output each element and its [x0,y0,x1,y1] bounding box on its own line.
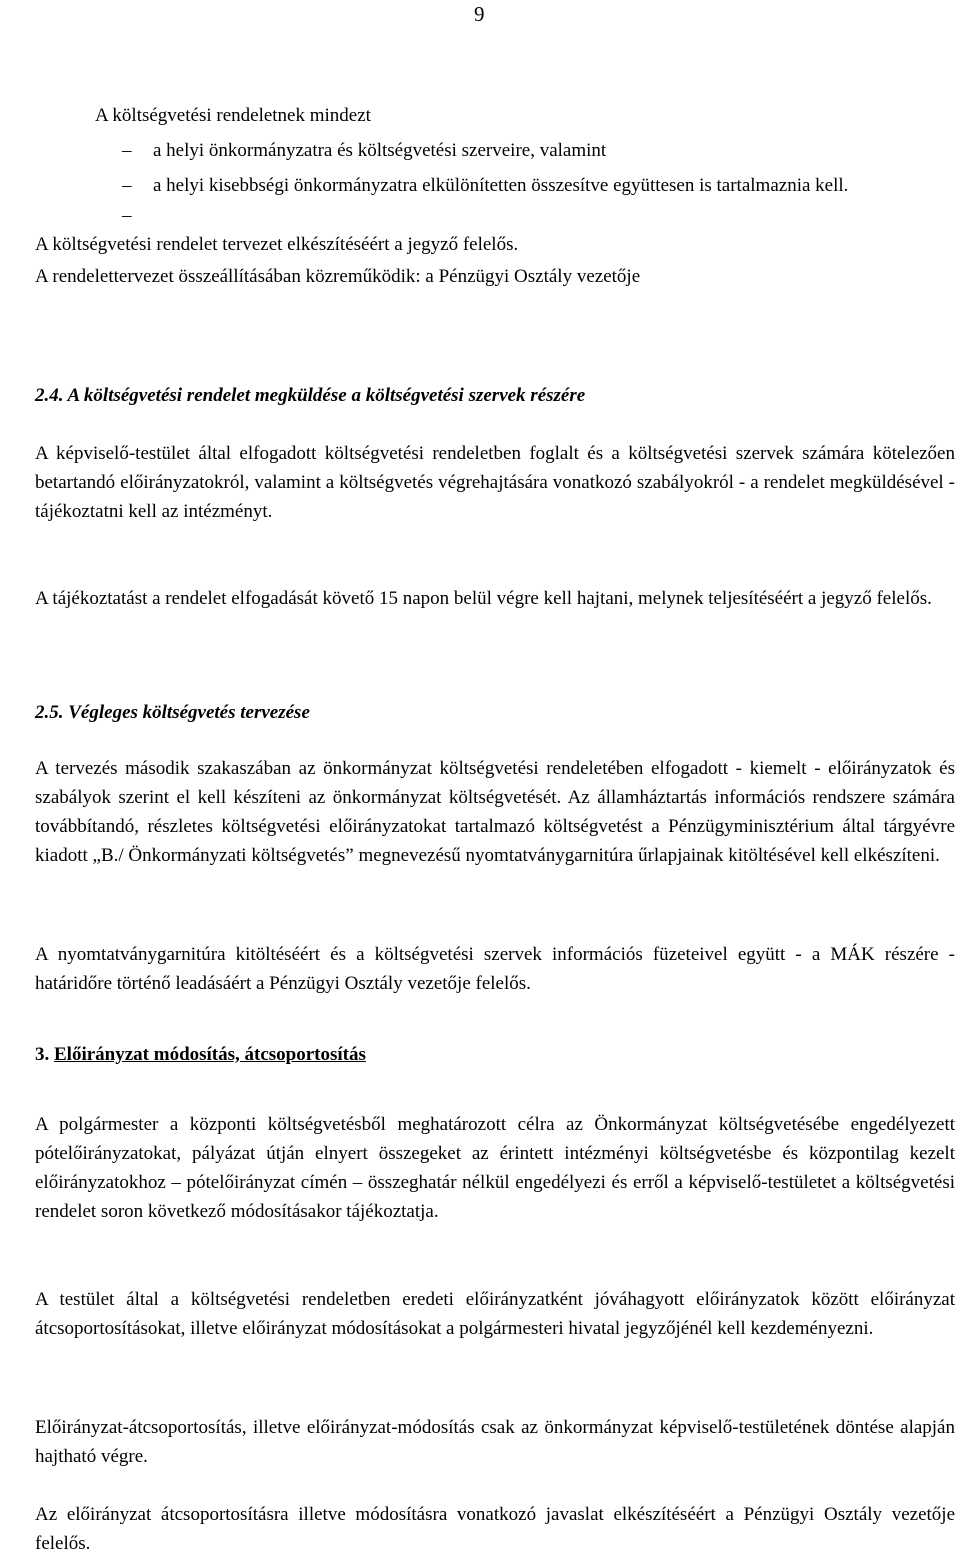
section-3-body [35,1110,955,1226]
intro-line2: A költségvetési rendelet tervezet elkészítéséért a jegyző felelős. [35,234,519,255]
section-3-body-3 [35,1413,955,1471]
paragraph: A nyomtatványgarnitúra kitöltéséért és a költségvetési szervek információs füzeteivel együtt - a MÁK részére - határidőre történő leadásáért a Pénzügyi Osztály vezetője felelős. [35,944,955,994]
intro-line3: A rendelettervezet összeállításában közreműködik: a Pénzügyi Osztály vezetője [35,266,641,287]
section-3 [35,1040,955,1069]
section-3-body-4 [35,1500,955,1558]
dash-icon: – [122,205,132,226]
section-number: 3. [35,1044,50,1065]
section-heading [35,698,955,727]
section-2-5-body [35,754,955,870]
intro-list-item-empty [35,201,955,230]
section-title: Előirányzat módosítás, átcsoportosítás [54,1044,366,1065]
paragraph: A testület által a költségvetési rendeletben eredeti előirányzatként jóváhagyott előirányzatok között előirányzat átcsoportosításokat, illetve előirányzat módosításokat a polgármesteri hivatal jegyzőjénél kell kezdeményezni. [35,1289,955,1339]
section-title: Végleges költségvetés tervezése [68,702,310,723]
paragraph: A polgármester a központi költségvetésből meghatározott célra az Önkormányzat költségvetésébe engedélyezett pótelőirányzatokat, pályázat útján elnyert összegeket az érintett intézményi költségvetésbe és központilag kezelt előirányzatokhoz – pótelőirányzat címén – összeghatár nélkül engedélyezi és erről a képviselő-testületet a költségvetési rendelet soron következő módosításakor tájékoztatja. [35,1114,955,1222]
section-title: A költségvetési rendelet megküldése a költségvetési szervek részére [67,385,586,406]
dash-icon: – [122,140,132,161]
intro-item-text: a helyi kisebbségi önkormányzatra elkülönítetten összesítve együttesen is tartalmaznia kell. [153,175,849,196]
paragraph: A képviselő-testület által elfogadott költségvetési rendeletben foglalt és a költségvetési szervek számára kötelezően betartandó előirányzatokról, valamint a költségvetés végrehajtására vonatkozó szabályokról - a rendelet megküldésével - tájékoztatni kell az intézményt. [35,443,955,522]
section-2-4 [35,381,955,410]
intro-item-text: a helyi önkormányzatra és költségvetési szerveire, valamint [153,140,607,161]
section-2-4-body [35,439,955,526]
dash-icon: – [122,175,132,196]
section-2-4-body-2 [35,584,955,613]
section-number: 2.5. [35,702,64,723]
intro-list-item [35,171,955,200]
paragraph: A tervezés második szakaszában az önkormányzat költségvetési rendeletében elfogadott - kiemelt - előirányzatok és szabályok szerint el kell készíteni az önkormányzat költségvetését. Az államháztartás információs rendszere számára továbbítandó, részletes költségvetési előirányzatokat tartalmazó költségvetést a Pénzügyminisztérium által tárgyévre kiadott „B./ Önkormányzati költségvetés” megnevezésű nyomtatványgarnitúra űrlapjainak kitöltésével kell elkészíteni. [35,758,955,866]
paragraph: Az előirányzat átcsoportosításra illetve módosításra vonatkozó javaslat elkészítéséért a Pénzügyi Osztály vezetője felelős. [35,1504,955,1554]
paragraph: A tájékoztatást a rendelet elfogadását követő 15 napon belül végre kell hajtani, melynek teljesítéséért a jegyző felelős. [35,588,932,609]
section-heading [35,1040,955,1069]
intro-list-item [35,136,955,165]
paragraph: Előirányzat-átcsoportosítás, illetve előirányzat-módosítás csak az önkormányzat képviselő-testületének döntése alapján hajtható végre. [35,1417,955,1467]
section-2-5 [35,698,955,727]
intro-line: A költségvetési rendeletnek mindezt [95,105,371,126]
section-number: 2.4. [35,385,64,406]
intro-block [35,101,955,291]
section-heading [35,381,955,410]
section-2-5-body-2 [35,940,955,998]
page-number: 9 [474,2,485,26]
section-3-body-2 [35,1285,955,1343]
